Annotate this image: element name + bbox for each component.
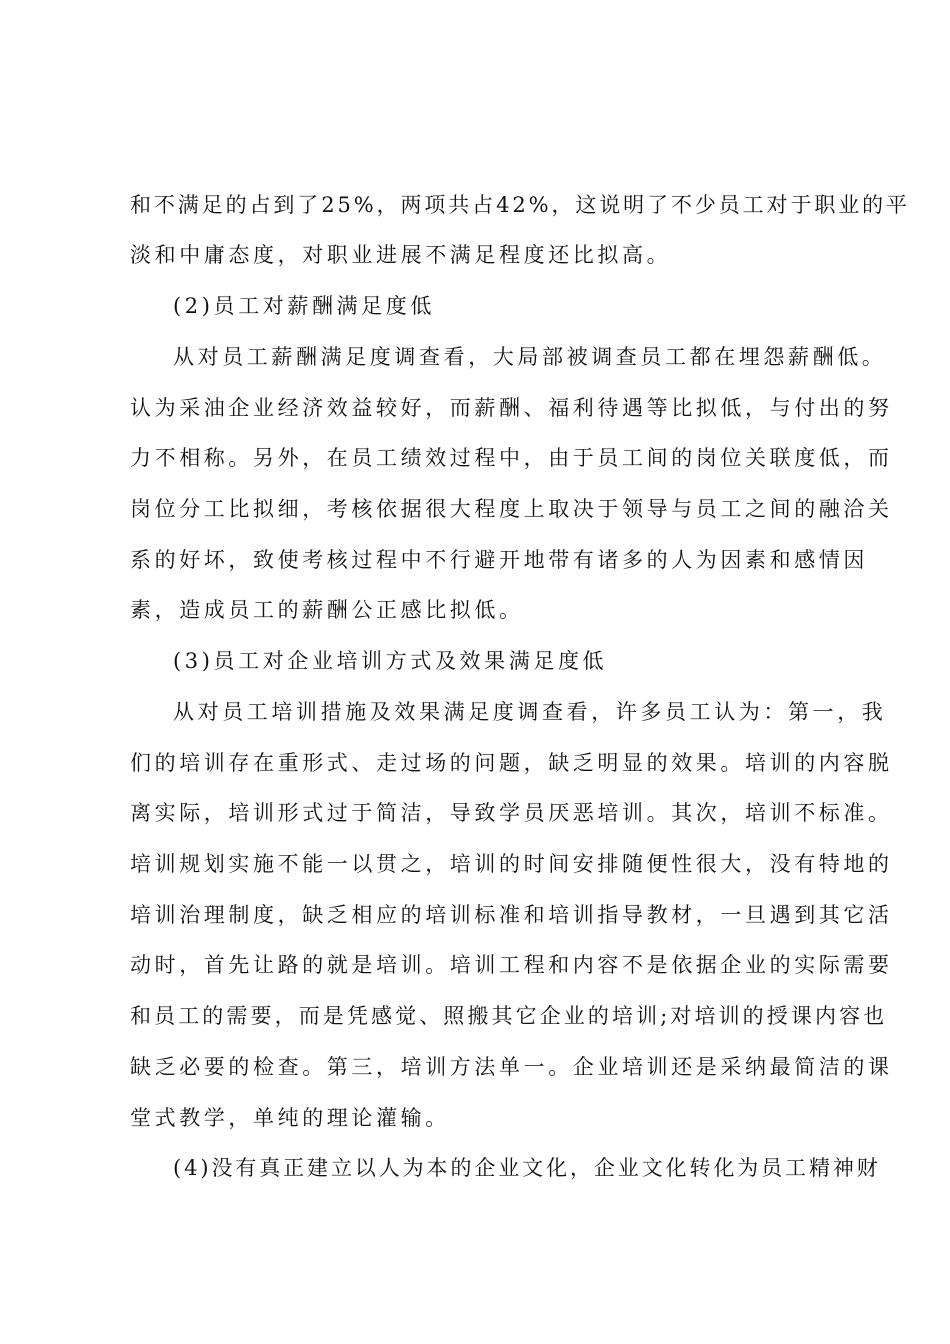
text-line: 力不相称。另外，在员工绩效过程中，由于员工间的岗位关联度低，而 [130,446,893,470]
section-heading: (2)员工对薪酬满足度低 [173,294,435,318]
text-line: 从对员工培训措施及效果满足度调查看，许多员工认为：第一，我 [173,700,887,724]
text-line: 系的好坏，致使考核过程中不行避开地带有诸多的人为因素和感情因 [130,548,868,572]
text-line: 们的培训存在重形式、走过场的问题，缺乏明显的效果。培训的内容脱 [130,751,893,775]
text-line: 缺乏必要的检查。第三，培训方法单一。企业培训还是采纳最简洁的课 [130,1055,893,1079]
text-line: 动时，首先让路的就是培训。培训工程和内容不是依据企业的实际需要 [130,953,893,977]
text-line: 培训治理制度，缺乏相应的培训标准和培训指导教材，一旦遇到其它活 [130,903,893,927]
text-line: 从对员工薪酬满足度调查看，大局部被调查员工都在埋怨薪酬低。 [173,345,887,369]
text-line: 素，造成员工的薪酬公正感比拟低。 [130,598,524,622]
text-line: 淡和中庸态度，对职业进展不满足程度还比拟高。 [130,243,672,267]
section-heading: (4)没有真正建立以人为本的企业文化，企业文化转化为员工精神财 [173,1156,881,1180]
text-line: 堂式教学，单纯的理论灌输。 [130,1106,450,1130]
text-line: 培训规划实施不能一以贯之，培训的时间安排随便性很大，没有特地的 [130,852,893,876]
section-heading: (3)员工对企业培训方式及效果满足度低 [173,649,608,673]
text-line: 和不满足的占到了25%，两项共占42%，这说明了不少员工对于职业的平 [130,193,910,217]
text-line: 离实际，培训形式过于简洁，导致学员厌恶培训。其次，培训不标准。 [130,801,893,825]
text-line: 和员工的需要，而是凭感觉、照搬其它企业的培训;对培训的授课内容也 [130,1004,888,1028]
text-line: 岗位分工比拟细，考核依据很大程度上取决于领导与员工之间的融洽关 [130,497,893,521]
text-line: 认为采油企业经济效益较好，而薪酬、福利待遇等比拟低，与付出的努 [130,396,893,420]
